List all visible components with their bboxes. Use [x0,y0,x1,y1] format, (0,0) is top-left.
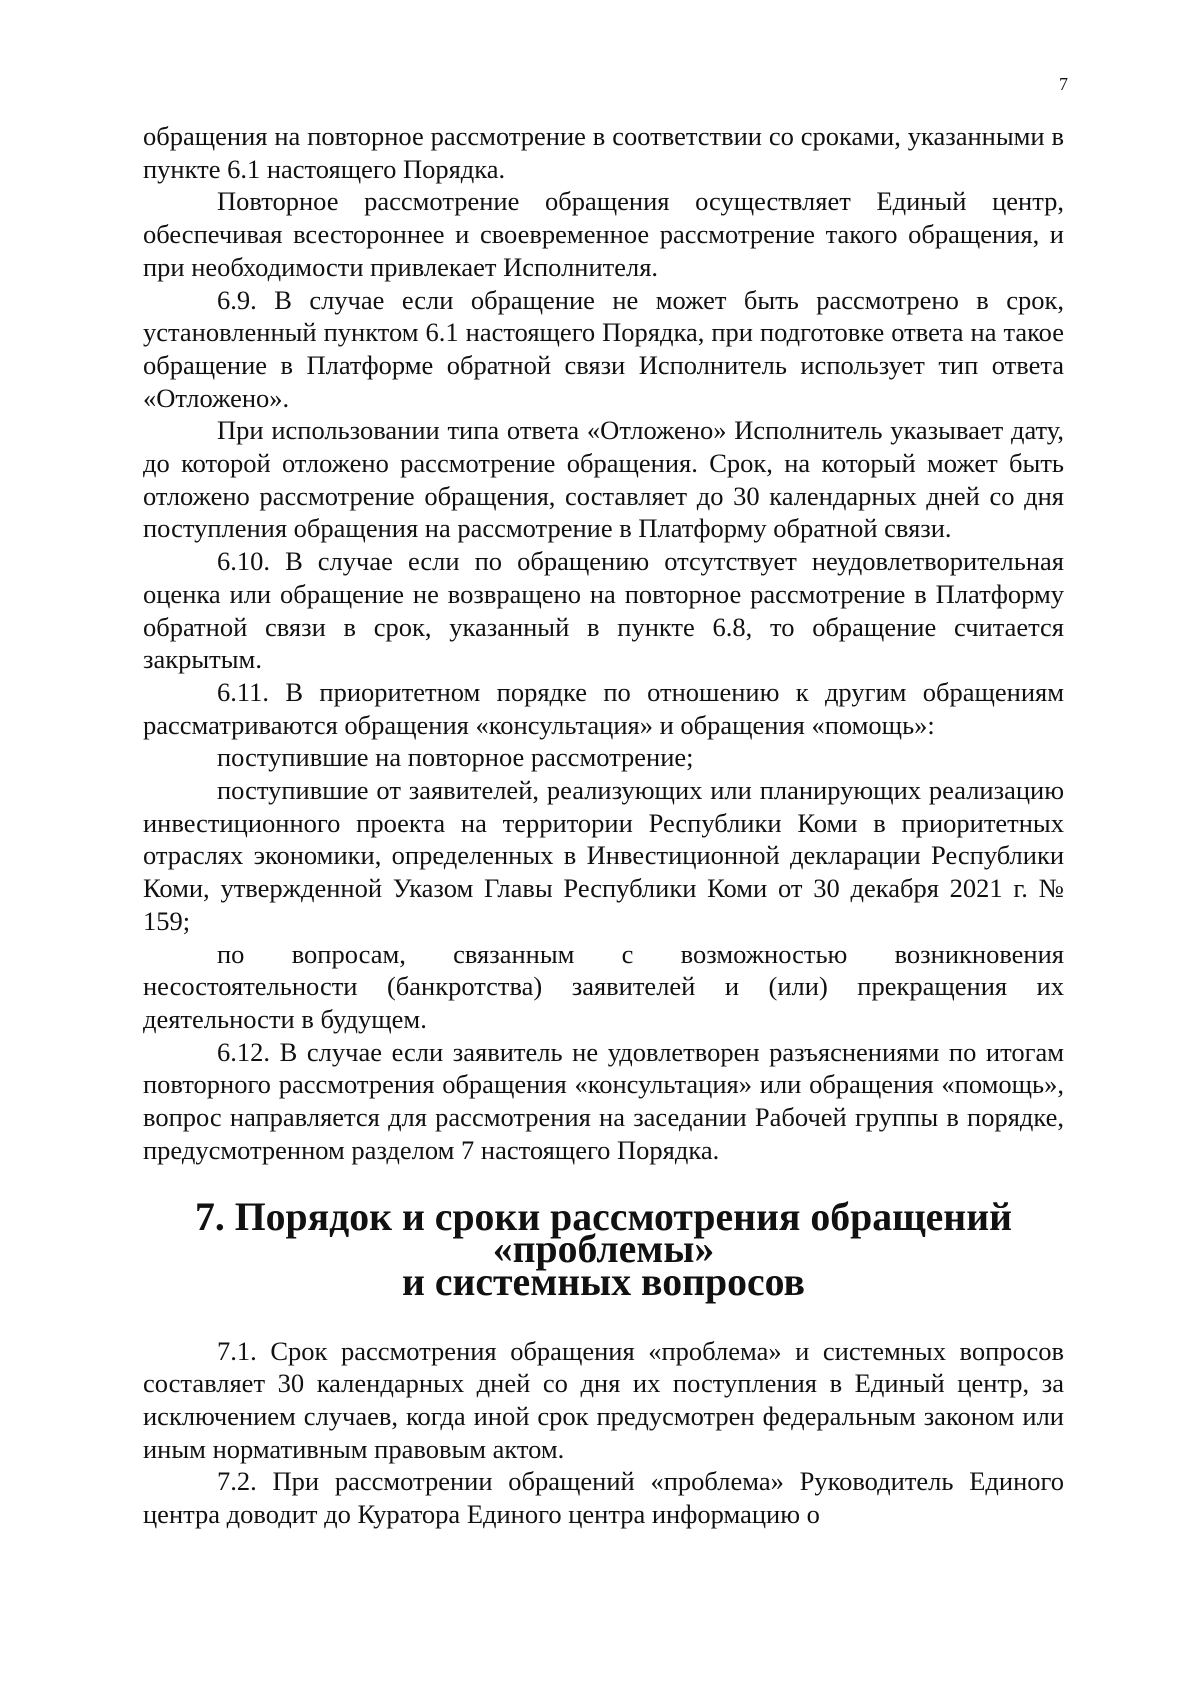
paragraph-7-2: 7.2. При рассмотрении обращений «проблема» Руководитель Единого центра доводит до Куратора Единого центра информацию о [143,1466,1064,1530]
list-item-bankruptcy: по вопросам, связанным с возможностью возникновения несостоятельности (банкротства) заявителей и (или) прекращения их деятельности в будущем. [143,938,1064,1034]
paragraph-7-1: 7.1. Срок рассмотрения обращения «проблема» и системных вопросов составляет 30 календарных дней со дня их поступления в Единый центр, за исключением случаев, когда иной срок предусмотрен федеральным законом или иным нормативным правовым актом. [143,1335,1064,1464]
section-heading-line-1: 7. Порядок и сроки рассмотрения обращений «проблемы» [194,1194,1012,1272]
paragraph-6-12: 6.12. В случае если заявитель не удовлетворен разъяснениями по итогам повторного рассмотрения обращения «консультация» или обращения «помощь», вопрос направляется для рассмотрения на заседании Рабочей группы в порядке, предусмотренном разделом 7 настоящего Порядка. [143,1036,1064,1165]
paragraph-6-11: 6.11. В приоритетном порядке по отношению к другим обращениям рассматриваются обращения «консультация» и обращения «помощь»: [143,676,1064,740]
page-number: 7 [1059,74,1068,94]
list-item-repeat: поступившие на повторное рассмотрение; [217,742,694,773]
section-heading-line-2: и системных вопросов [402,1259,805,1304]
paragraph-6-9: 6.9. В случае если обращение не может быть рассмотрено в срок, установленный пунктом 6.1 настоящего Порядка, при подготовке ответа на такое обращение в Платформе обратной связи Исполнитель использует тип ответа «Отложено». [143,284,1064,413]
paragraph-6-10: 6.10. В случае если по обращению отсутствует неудовлетворительная оценка или обращение не возвращено на повторное рассмотрение в Платформу обратной связи в срок, указанный в пункте 6.8, то обращение считается закрытым. [143,546,1064,675]
paragraph-continuation: обращения на повторное рассмотрение в соответствии со сроками, указанными в пункте 6.1 настоящего Порядка. [143,121,1064,184]
section-heading [143,1194,1064,1304]
list-item-investors: поступившие от заявителей, реализующих или планирующих реализацию инвестиционного проекта на территории Республики Коми в приоритетных отраслях экономики, определенных в Инвестиционной декларации Республики Коми, утвержденной Указом Главы Республики Коми от 30 декабря 2021 г. № 159; [143,775,1064,936]
document-body [143,120,1064,1531]
paragraph-repeat-review: Повторное рассмотрение обращения осуществляет Единый центр, обеспечивая всестороннее и своевременное рассмотрение такого обращения, и при необходимости привлекает Исполнителя. [143,186,1064,282]
paragraph-postponed: При использовании типа ответа «Отложено» Исполнитель указывает дату, до которой отложено рассмотрение обращения. Срок, на который может быть отложено рассмотрение обращения, составляет до 30 календарных дней со дня поступления обращения на рассмотрение в Платформу обратной связи. [143,415,1064,544]
